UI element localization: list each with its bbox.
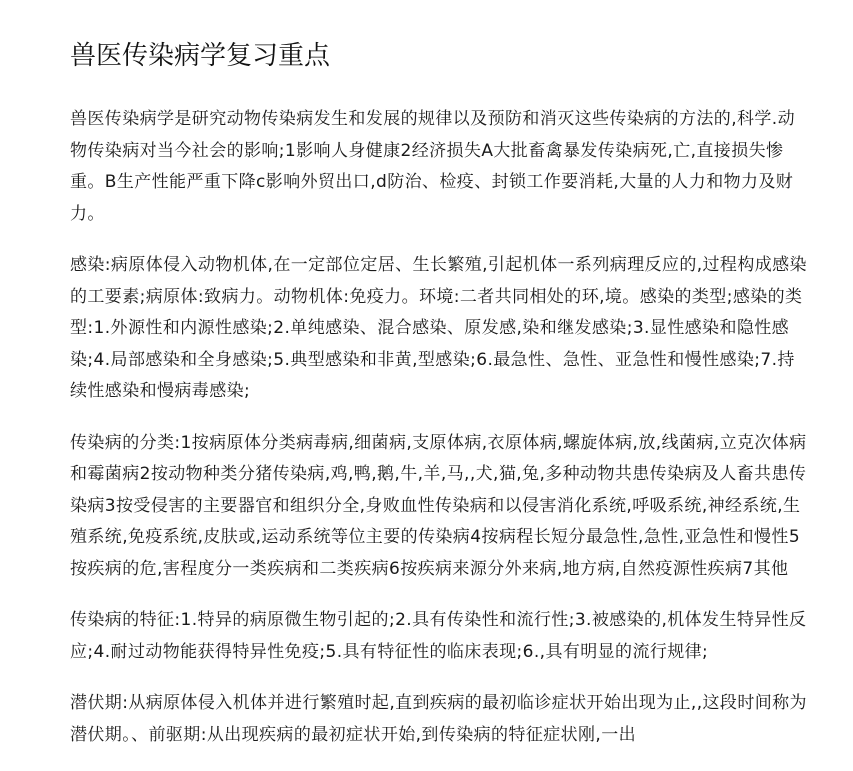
paragraph-intro: 兽医传染病学是研究动物传染病发生和发展的规律以及预防和消灭这些传染病的方法的,科学.动物传染病对当今社会的影响;1影响人身健康2经济损失A大批畜禽暴发传染病死,亡,直接损失惨重。B生产性能严重下降c影响外贸出口,d防治、检疫、封锁工作要消耗,大量的人力和物力及财力。 — [70, 109, 796, 224]
paragraph-infection: 感染:病原体侵入动物机体,在一定部位定居、生长繁殖,引起机体一系列病理反应的,过程构成感染的工要素;病原体:致病力。动物机体:免疫力。环境:二者共同相处的环,境。感染的类型;感染的类型:1.外源性和内源性感染;2.单纯感染、混合感染、原发感,染和继发感染;3.显性感染和隐性感染;4.局部感染和全身感染;5.典型感染和非黄,型感染;6.最急性、急性、亚急性和慢性感染;7.持续性感染和慢病毒感染; — [70, 255, 807, 401]
document — [70, 34, 810, 771]
paragraph-incubation: 潜伏期:从病原体侵入机体并进行繁殖时起,直到疾病的最初临诊症状开始出现为止,,这段时间称为潜伏期。、前驱期:从出现疾病的最初症状开始,到传染病的特征症状刚,一出 — [70, 693, 807, 745]
paragraph-characteristics: 传染病的特征:1.特异的病原微生物引起的;2.具有传染性和流行性;3.被感染的,机体发生特异性反应;4.耐过动物能获得特异性免疫;5.具有特征性的临床表现;6.,具有明显的流行规律; — [70, 610, 807, 662]
document-title: 兽医传染病学复习重点 — [70, 41, 331, 71]
paragraph-classification: 传染病的分类:1按病原体分类病毒病,细菌病,支原体病,衣原体病,螺旋体病,放,线菌病,立克次体病和霉菌病2按动物种类分猪传染病,鸡,鸭,鹅,牛,羊,马,,犬,猫,兔,多种动物共患传染病及人畜共患传染病3按受侵害的主要器官和组织分全,身败血性传染病和以侵害消化系统,呼吸系统,神经系统,生殖系统,免疫系统,皮肤或,运动系统等位主要的传染病4按病程长短分最急性,急性,亚急性和慢性5按疾病的危,害程度分一类疾病和二类疾病6按疾病来源分外来病,地方病,自然疫源性疾病7其他 — [70, 432, 807, 579]
